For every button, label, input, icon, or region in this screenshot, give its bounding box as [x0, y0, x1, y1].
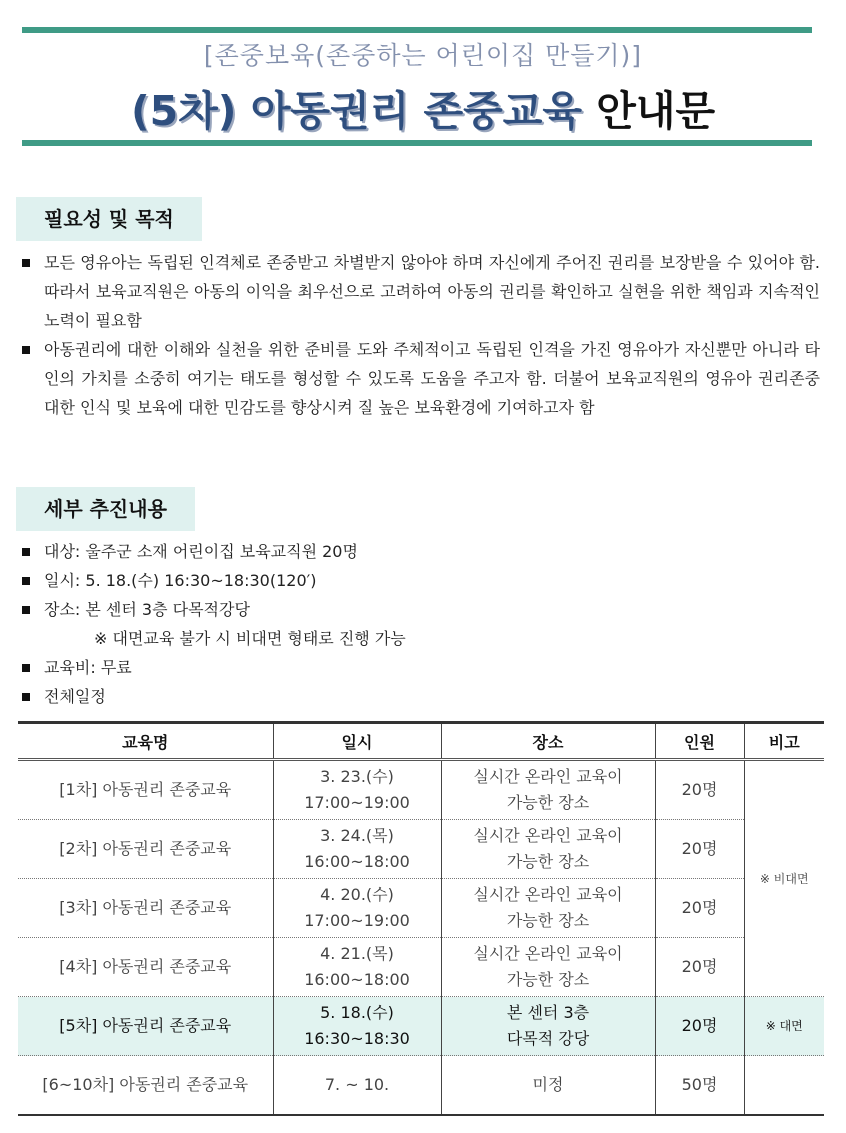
- course-place-line: 실시간 온라인 교육이: [473, 885, 623, 904]
- table-row: [18, 938, 824, 997]
- header-course: 교육명: [18, 723, 273, 760]
- course-place-line: 실시간 온라인 교육이: [473, 767, 623, 786]
- course-time: 17:00~19:00: [304, 911, 410, 930]
- course-date: 5. 18.(수): [320, 1003, 394, 1022]
- course-datetime: [273, 820, 441, 879]
- course-time: 16:00~18:00: [304, 852, 410, 871]
- header-place: 장소: [441, 723, 655, 760]
- detail-place-note: ※ 대면교육 불가 시 비대면 형태로 진행 가능: [94, 629, 406, 648]
- course-place-line: 다목적 강당: [506, 1029, 590, 1048]
- course-datetime: [273, 938, 441, 997]
- course-time: 16:00~18:00: [304, 970, 410, 989]
- document-title: [0, 86, 846, 136]
- detail-target: 대상: 울주군 소재 어린이집 보육교직원 20명: [18, 537, 820, 566]
- course-datetime: [273, 760, 441, 820]
- course-place-line: 실시간 온라인 교육이: [473, 944, 623, 963]
- course-note-empty: [744, 1056, 824, 1116]
- course-place-line: 가능한 장소: [506, 970, 590, 989]
- table-header-row: [18, 723, 824, 760]
- course-place: [441, 997, 655, 1056]
- table-row: [18, 1056, 824, 1116]
- table-row: [18, 879, 824, 938]
- course-count: 50명: [655, 1056, 744, 1116]
- course-name: [6~10차] 아동권리 존중교육: [18, 1056, 273, 1116]
- course-datetime: 7. ~ 10.: [273, 1056, 441, 1116]
- document-subtitle: [존중보육(존중하는 어린이집 만들기)]: [203, 41, 643, 70]
- course-datetime: [273, 879, 441, 938]
- course-place: [441, 938, 655, 997]
- section-heading-purpose: 필요성 및 목적: [16, 197, 202, 241]
- course-place-line: 실시간 온라인 교육이: [473, 826, 623, 845]
- bottom-rule: [22, 140, 812, 146]
- detail-schedule-label: 전체일정: [18, 682, 820, 711]
- title-black-part: 안내문: [596, 87, 716, 135]
- detail-datetime: 일시: 5. 18.(수) 16:30~18:30(120′): [18, 566, 820, 595]
- detail-place: 장소: 본 센터 3층 다목적강당: [18, 595, 820, 624]
- detail-fee: 교육비: 무료: [18, 653, 820, 682]
- course-name: [3차] 아동권리 존중교육: [18, 879, 273, 938]
- table-row-current: [18, 997, 824, 1056]
- header-count: 인원: [655, 723, 744, 760]
- course-place-line: 본 센터 3층: [506, 1003, 590, 1022]
- details-list: [18, 537, 820, 711]
- course-count: 20명: [655, 938, 744, 997]
- course-date: 4. 21.(목): [320, 944, 394, 963]
- schedule-table: [18, 721, 824, 1116]
- course-place-line: 가능한 장소: [506, 852, 590, 871]
- course-date: 3. 23.(수): [320, 767, 394, 786]
- table-row: [18, 820, 824, 879]
- course-note-online: ※ 비대면: [744, 760, 824, 997]
- header-datetime: 일시: [273, 723, 441, 760]
- course-date: 4. 20.(수): [320, 885, 394, 904]
- course-count: 20명: [655, 820, 744, 879]
- header-note: 비고: [744, 723, 824, 760]
- title-blue-part: (5차) 아동권리 존중교육: [130, 87, 582, 135]
- table-row: [18, 760, 824, 820]
- course-count: 20명: [655, 997, 744, 1056]
- course-place: [441, 879, 655, 938]
- course-name: [2차] 아동권리 존중교육: [18, 820, 273, 879]
- course-place: 미정: [441, 1056, 655, 1116]
- course-time: 16:30~18:30: [304, 1029, 410, 1048]
- course-name: [5차] 아동권리 존중교육: [18, 997, 273, 1056]
- course-time: 17:00~19:00: [304, 793, 410, 812]
- course-place-line: 가능한 장소: [506, 911, 590, 930]
- purpose-item: 모든 영유아는 독립된 인격체로 존중받고 차별받지 않아야 하며 자신에게 주어진 권리를 보장받을 수 있어야 함. 따라서 보육교직원은 아동의 이익을 최우선으로 고려하여 아동의 권리를 확인하고 실현을 위한 책임과 지속적인 노력이 필요함: [18, 248, 820, 335]
- purpose-item: 아동권리에 대한 이해와 실천을 위한 준비를 도와 주체적이고 독립된 인격을 가진 영유아가 자신뿐만 아니라 타인의 가치를 소중히 여기는 태도를 형성할 수 있도록 도움을 주고자 함. 더불어 보육교직원의 영유아 권리존중 대한 인식 및 보육에 대한 민감도를 향상시켜 질 높은 보육환경에 기여하고자 함: [18, 335, 820, 422]
- course-place-line: 가능한 장소: [506, 793, 590, 812]
- top-rule: [22, 27, 812, 33]
- course-place: [441, 760, 655, 820]
- section-heading-details: 세부 추진내용: [16, 487, 195, 531]
- course-note-offline: ※ 대면: [744, 997, 824, 1056]
- course-count: 20명: [655, 879, 744, 938]
- course-date: 3. 24.(목): [320, 826, 394, 845]
- course-count: 20명: [655, 760, 744, 820]
- course-name: [4차] 아동권리 존중교육: [18, 938, 273, 997]
- course-place: [441, 820, 655, 879]
- course-name: [1차] 아동권리 존중교육: [18, 760, 273, 820]
- course-datetime: [273, 997, 441, 1056]
- purpose-list: [18, 248, 820, 422]
